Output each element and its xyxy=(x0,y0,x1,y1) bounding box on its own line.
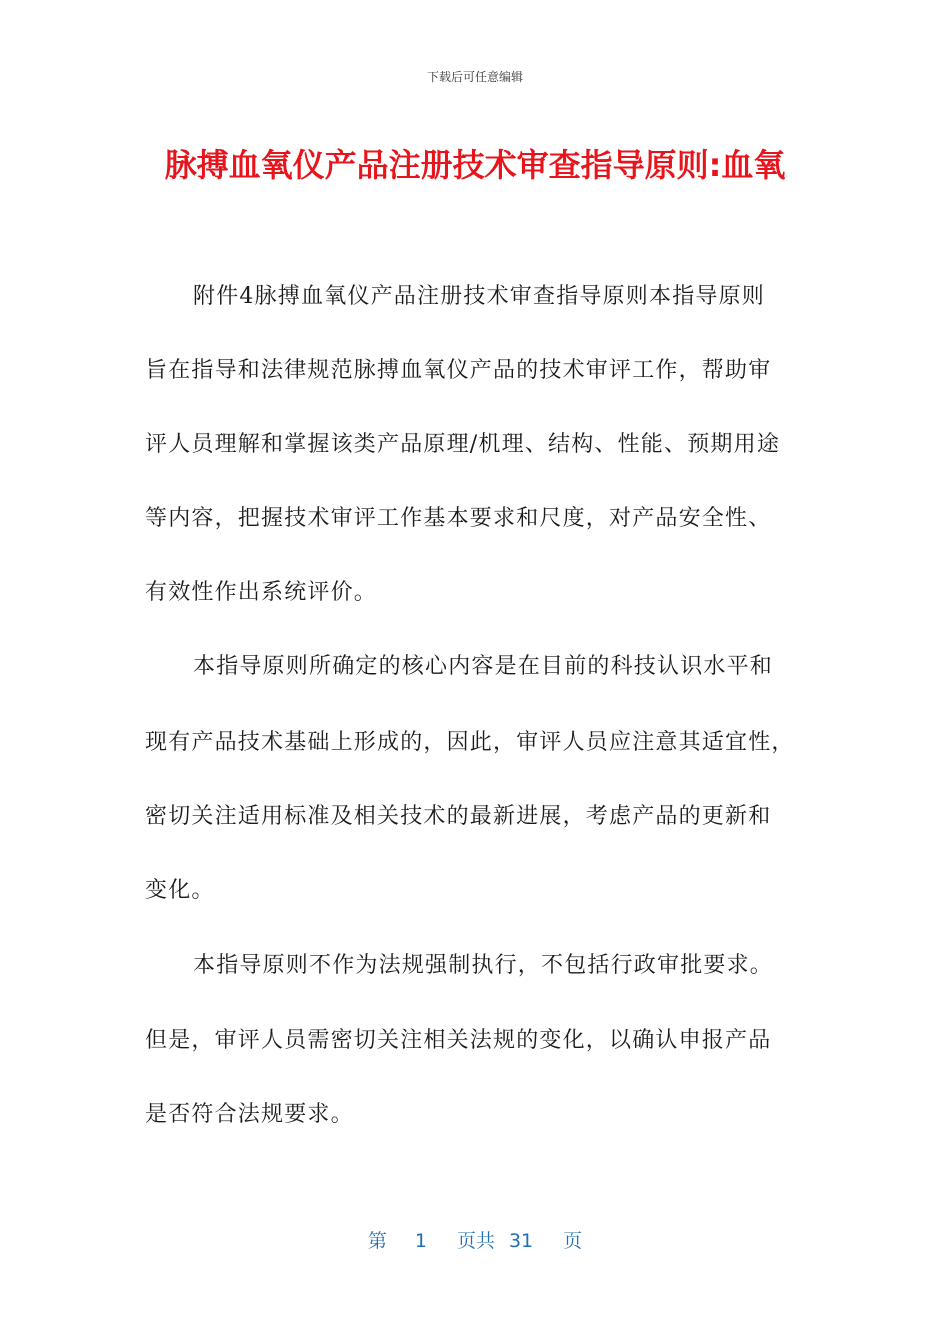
paragraph-line: 变化。 xyxy=(145,878,215,903)
footer-current-page: 1 xyxy=(414,1230,427,1252)
paragraph-line: 本指导原则不作为法规强制执行，不包括行政审批要求。 xyxy=(193,953,774,978)
footer-page-prefix: 第 xyxy=(367,1230,387,1252)
paragraph-line: 附件4脉搏血氧仪产品注册技术审查指导原则本指导原则 xyxy=(193,284,765,309)
paragraph-line: 有效性作出系统评价。 xyxy=(145,580,378,605)
paragraph-line: 是否符合法规要求。 xyxy=(145,1102,354,1127)
paragraph-line: 等内容，把握技术审评工作基本要求和尺度，对产品安全性、 xyxy=(145,506,772,531)
paragraph-line: 密切关注适用标准及相关技术的最新进展，考虑产品的更新和 xyxy=(145,804,772,829)
footer-page-suffix: 页 xyxy=(563,1230,583,1252)
footer-page-mid: 页共 xyxy=(456,1230,495,1252)
paragraph-line: 旨在指导和法律规范脉搏血氧仪产品的技术审评工作，帮助审 xyxy=(145,358,772,383)
paragraph-line: 但是，审评人员需密切关注相关法规的变化，以确认申报产品 xyxy=(145,1028,772,1053)
paragraph-line: 评人员理解和掌握该类产品原理/机理、结构、性能、预期用途 xyxy=(145,432,781,457)
page-footer xyxy=(0,1226,950,1253)
header-note: 下载后可任意编辑 xyxy=(426,70,523,84)
paragraph-line: 现有产品技术基础上形成的，因此，审评人员应注意其适宜性， xyxy=(145,730,795,755)
paragraph-line: 本指导原则所确定的核心内容是在目前的科技认识水平和 xyxy=(193,654,774,679)
document-title: 脉搏血氧仪产品注册技术审查指导原则:血氧 xyxy=(164,146,786,184)
footer-total-pages: 31 xyxy=(508,1230,534,1252)
